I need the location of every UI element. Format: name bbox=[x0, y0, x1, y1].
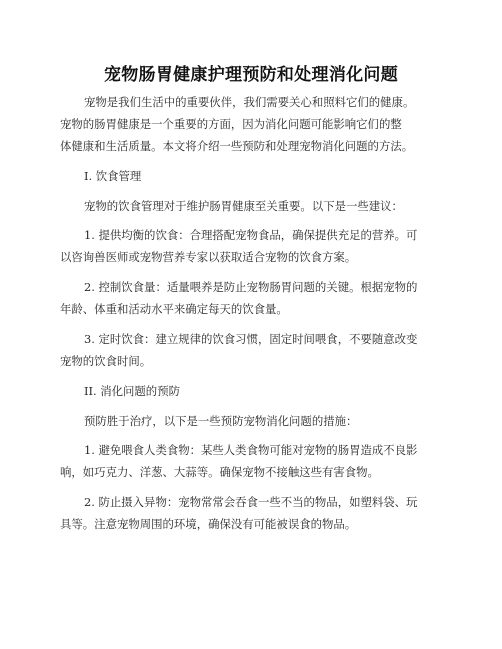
diet-item-2-line-2: 年龄、体重和活动水平来确定每天的饮食量。 bbox=[60, 302, 288, 316]
prevention-intro: 预防胜于治疗，以下是一些预防宠物消化问题的措施： bbox=[84, 414, 358, 428]
diet-item-3-line-1: 3. 定时饮食：建立规律的饮食习惯，固定时间喂食，不要随意改变 bbox=[84, 332, 418, 346]
diet-intro: 宠物的饮食管理对于维护肠胃健康至关重要。以下是一些建议： bbox=[84, 199, 403, 213]
section-heading-diet: I. 饮食管理 bbox=[84, 169, 142, 183]
intro-line-2: 宠物的肠胃健康是一个重要的方面，因为消化问题可能影响它们的整 bbox=[60, 117, 402, 131]
prevention-item-1-line-2: 响，如巧克力、洋葱、大蒜等。确保宠物不接触这些有害食物。 bbox=[60, 465, 379, 479]
intro-line-3: 体健康和生活质量。本文将介绍一些预防和处理宠物消化问题的方法。 bbox=[60, 139, 414, 153]
document-title: 宠物肠胃健康护理预防和处理消化问题 bbox=[103, 65, 399, 85]
diet-item-1-line-1: 1. 提供均衡的饮食：合理搭配宠物食品，确保提供充足的营养。可 bbox=[84, 228, 418, 242]
prevention-item-2-line-2: 具等。注意宠物周围的环境，确保没有可能被误食的物品。 bbox=[60, 517, 357, 531]
section-heading-prevention: II. 消化问题的预防 bbox=[84, 384, 180, 398]
diet-item-1-line-2: 以咨询兽医师或宠物营养专家以获取适合宠物的饮食方案。 bbox=[60, 250, 357, 264]
diet-item-3-line-2: 宠物的饮食时间。 bbox=[60, 354, 152, 368]
prevention-item-1-line-1: 1. 避免喂食人类食物：某些人类食物可能对宠物的肠胃造成不良影 bbox=[84, 443, 418, 457]
diet-item-2-line-1: 2. 控制饮食量：适量喂养是防止宠物肠胃问题的关键。根据宠物的 bbox=[84, 280, 418, 294]
intro-line-1: 宠物是我们生活中的重要伙伴，我们需要关心和照料它们的健康。 bbox=[84, 95, 415, 109]
prevention-item-2-line-1: 2. 防止摄入异物：宠物常常会吞食一些不当的物品，如塑料袋、玩 bbox=[84, 495, 418, 509]
